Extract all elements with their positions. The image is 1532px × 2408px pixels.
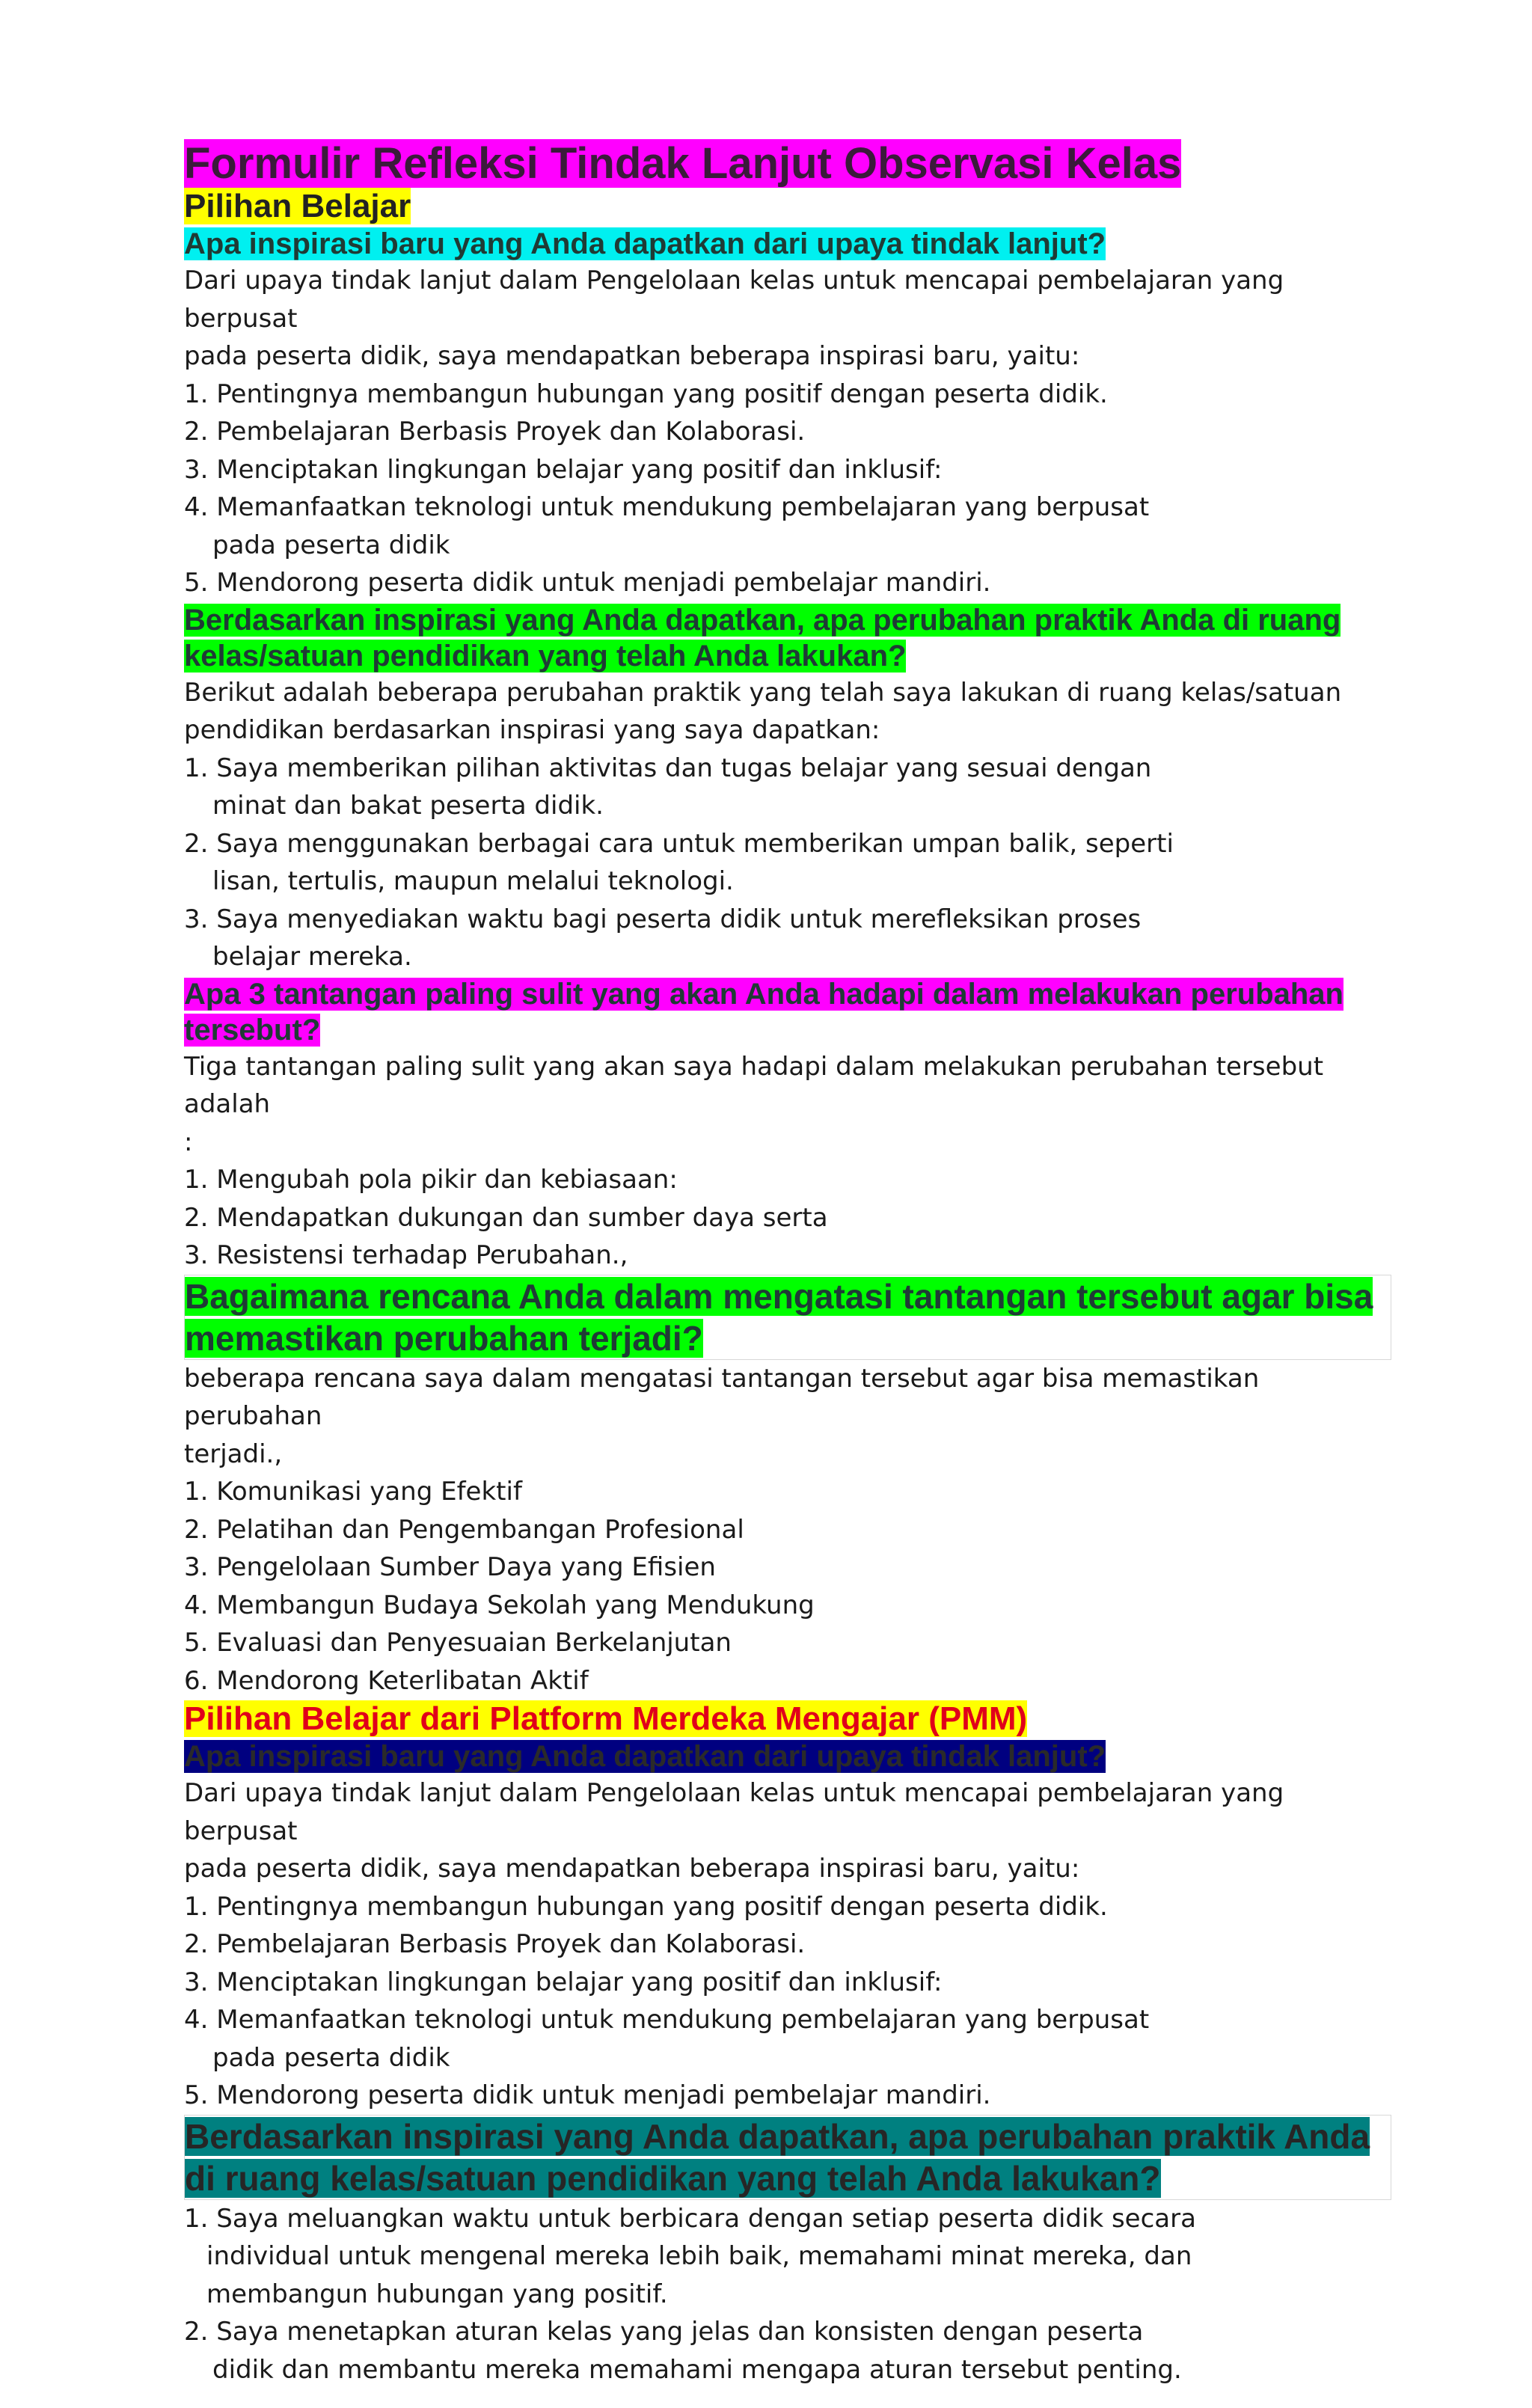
list-item: 5. Evaluasi dan Penyesuaian Berkelanjutan: [184, 1628, 732, 1658]
list-item: 6. Mendorong Keterlibatan Aktif: [184, 1665, 589, 1696]
list-item: 3. Pengelolaan Sumber Daya yang Efisien: [184, 1552, 716, 1582]
document-page: [184, 141, 1396, 2389]
list-item: 1. Saya memberikan pilihan aktivitas dan tugas belajar yang sesuai dengan: [184, 753, 1152, 783]
question-rencana: Bagaimana rencana Anda dalam mengatasi tantangan tersebut agar bisa memastikan perubahan terjadi?: [185, 1276, 1373, 1358]
list-item-continuation: belajar mereka.: [212, 942, 412, 972]
list-item: 3. Menciptakan lingkungan belajar yang positif dan inklusif:: [184, 1967, 943, 1997]
list-item: 5. Mendorong peserta didik untuk menjadi pembelajar mandiri.: [184, 568, 991, 598]
answer-text: pada peserta didik, saya mendapatkan beberapa inspirasi baru, yaitu:: [184, 1854, 1080, 1884]
list-item: 1. Mengubah pola pikir dan kebiasaan:: [184, 1165, 678, 1195]
question-perubahan-praktik: Berdasarkan inspirasi yang Anda dapatkan, apa perubahan praktik Anda di ruang kelas/satuan pendidikan yang telah Anda lakukan?: [184, 603, 1341, 673]
section-heading-pilihan-belajar: Pilihan Belajar: [184, 188, 411, 224]
answer-text: Tiga tantangan paling sulit yang akan saya hadapi dalam melakukan perubahan tersebut adalah: [184, 1051, 1324, 1119]
question-tantangan: Apa 3 tantangan paling sulit yang akan Anda hadapi dalam melakukan perubahan tersebut?: [184, 977, 1343, 1047]
question-box-rencana: [184, 1275, 1391, 1360]
list-item: 3. Saya menyediakan waktu bagi peserta didik untuk merefleksikan proses: [184, 904, 1142, 934]
list-item: 4. Memanfaatkan teknologi untuk mendukung pembelajaran yang berpusat: [184, 492, 1150, 522]
list-item: 1. Komunikasi yang Efektif: [184, 1477, 522, 1507]
answer-text: pada peserta didik, saya mendapatkan beberapa inspirasi baru, yaitu:: [184, 341, 1080, 371]
answer-text: pendidikan berdasarkan inspirasi yang saya dapatkan:: [184, 715, 880, 745]
answer-text: terjadi.,: [184, 1439, 283, 1469]
question-inspirasi: Apa inspirasi baru yang Anda dapatkan dari upaya tindak lanjut?: [184, 227, 1106, 260]
document-title: Formulir Refleksi Tindak Lanjut Observasi Kelas: [184, 139, 1182, 188]
section-heading-pmm: Pilihan Belajar dari Platform Merdeka Mengajar (PMM): [184, 1700, 1028, 1737]
list-item: 5. Mendorong peserta didik untuk menjadi pembelajar mandiri.: [184, 2080, 991, 2110]
list-item: 3. Menciptakan lingkungan belajar yang positif dan inklusif:: [184, 454, 943, 485]
list-item-continuation: pada peserta didik: [212, 2042, 450, 2073]
answer-text: Dari upaya tindak lanjut dalam Pengelolaan kelas untuk mencapai pembelajaran yang berpusat: [184, 266, 1284, 334]
list-item: 4. Membangun Budaya Sekolah yang Mendukung: [184, 1590, 815, 1620]
list-item: 2. Saya menggunakan berbagai cara untuk memberikan umpan balik, seperti: [184, 828, 1174, 859]
list-item: 3. Resistensi terhadap Perubahan.,: [184, 1240, 628, 1270]
list-item: 4. Memanfaatkan teknologi untuk mendukung pembelajaran yang berpusat: [184, 2005, 1150, 2035]
answer-text: Berikut adalah beberapa perubahan praktik yang telah saya lakukan di ruang kelas/satuan: [184, 677, 1342, 708]
list-item-continuation: individual untuk mengenal mereka lebih baik, memahami minat mereka, dan: [206, 2241, 1192, 2271]
list-item-continuation: pada peserta didik: [212, 530, 450, 560]
question-box-perubahan-pmm: [184, 2115, 1391, 2200]
list-item-continuation: membangun hubungan yang positif.: [206, 2279, 668, 2309]
list-item: 1. Saya meluangkan waktu untuk berbicara dengan setiap peserta didik secara: [184, 2203, 1196, 2234]
question-inspirasi-pmm: Apa inspirasi baru yang Anda dapatkan dari upaya tindak lanjut?: [184, 1740, 1106, 1773]
list-item: 1. Pentingnya membangun hubungan yang positif dengan peserta didik.: [184, 379, 1108, 409]
list-item-continuation: lisan, tertulis, maupun melalui teknologi.: [212, 866, 734, 896]
list-item: 2. Saya menetapkan aturan kelas yang jelas dan konsisten dengan peserta: [184, 2317, 1144, 2347]
question-perubahan-praktik-pmm: Berdasarkan inspirasi yang Anda dapatkan, apa perubahan praktik Anda di ruang kelas/satuan pendidikan yang telah Anda lakukan?: [185, 2116, 1370, 2198]
list-item: 2. Pelatihan dan Pengembangan Profesional: [184, 1514, 744, 1545]
answer-text: :: [184, 1127, 193, 1157]
list-item: 2. Pembelajaran Berbasis Proyek dan Kolaborasi.: [184, 417, 806, 447]
list-item-continuation: didik dan membantu mereka memahami mengapa aturan tersebut penting.: [212, 2354, 1182, 2385]
list-item: 2. Pembelajaran Berbasis Proyek dan Kolaborasi.: [184, 1929, 806, 1959]
list-item: 1. Pentingnya membangun hubungan yang positif dengan peserta didik.: [184, 1891, 1108, 1922]
answer-text: beberapa rencana saya dalam mengatasi tantangan tersebut agar bisa memastikan perubahan: [184, 1363, 1260, 1431]
answer-text: Dari upaya tindak lanjut dalam Pengelolaan kelas untuk mencapai pembelajaran yang berpusat: [184, 1778, 1284, 1846]
list-item-continuation: minat dan bakat peserta didik.: [212, 791, 604, 821]
list-item: 2. Mendapatkan dukungan dan sumber daya serta: [184, 1202, 828, 1233]
